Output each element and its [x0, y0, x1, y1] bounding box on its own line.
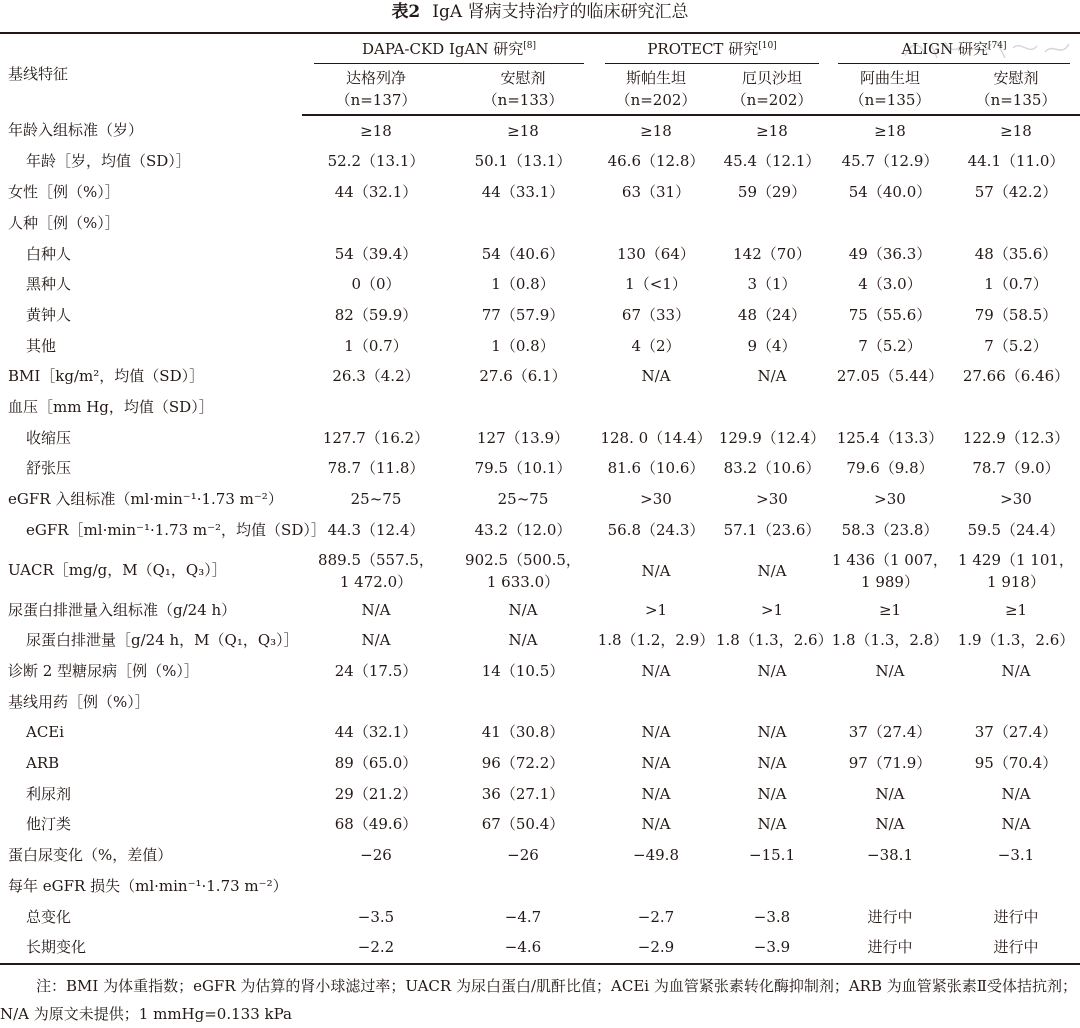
table-cell	[596, 208, 716, 239]
table-cell: −3.5	[357, 907, 395, 926]
arm-header	[828, 65, 952, 115]
table-cell: −4.6	[450, 932, 596, 964]
table-cell: 902.5（500.5， 1 633.0）	[465, 550, 581, 591]
study-header-align: ALIGN 研究[74]	[828, 33, 1080, 65]
row-label: eGFR［ml·min⁻¹·1.73 m⁻²，均值（SD）］	[26, 520, 326, 539]
table-cell	[302, 687, 450, 718]
table-cell: 75（55.6）	[848, 305, 932, 324]
table-cell: 78.7（9.0）	[972, 459, 1060, 478]
table-cell	[302, 392, 450, 423]
table-cell: ≥18	[874, 121, 906, 140]
table-cell: 7（5.2）	[984, 336, 1048, 355]
table-cell: 27.05（5.44）	[836, 367, 944, 386]
table-cell: 1.8（1.2，2.9）	[597, 631, 715, 650]
table-cell: 49（36.3）	[848, 244, 932, 263]
baseline-header: 基线特征	[8, 65, 69, 83]
table-cell: >30	[1000, 490, 1032, 509]
table-cell: −2.7	[637, 907, 675, 926]
table-cell: >1	[644, 600, 668, 619]
row-label: 长期变化	[0, 932, 302, 964]
table-cell: N/A	[641, 561, 671, 580]
table-caption-tag: 表2	[391, 2, 421, 22]
arm-drug: 厄贝沙坦	[741, 68, 802, 87]
table-cell: 进行中	[867, 907, 913, 926]
row-label: 每年 eGFR 损失（ml·min⁻¹·1.73 m⁻²）	[8, 876, 288, 895]
row-label: ARB	[26, 754, 60, 773]
table-cell: −15.1	[749, 846, 795, 865]
table-cell: 36（27.1）	[481, 784, 565, 803]
table-cell: 130（64）	[617, 244, 695, 263]
table-cell: 4（2）	[631, 336, 681, 355]
table-row	[0, 515, 1080, 546]
table-cell	[952, 871, 1080, 902]
arm-n: （n=135）	[975, 90, 1057, 109]
table-cell: ≥1	[878, 600, 902, 619]
table-cell: N/A	[1001, 784, 1031, 803]
table-cell: N/A	[757, 661, 787, 680]
table-cell: >1	[760, 600, 784, 619]
table-cell: 4（3.0）	[858, 275, 922, 294]
table-row	[0, 840, 1080, 871]
row-label: 其他	[26, 336, 57, 355]
row-label: 黑种人	[26, 275, 72, 294]
row-label: 尿蛋白排泄量［g/24 h，M（Q₁，Q₃）］	[26, 631, 299, 650]
table-row	[0, 484, 1080, 515]
row-label: 人种［例（%）］	[8, 213, 120, 232]
table-cell	[450, 871, 596, 902]
table-cell: 37（27.4）	[974, 723, 1058, 742]
table-cell: 889.5（557.5， 1 472.0）	[318, 550, 434, 591]
table-cell: 1（0.8）	[491, 275, 555, 294]
row-label: 诊断 2 型糖尿病［例（%）］	[8, 661, 199, 680]
table-row	[0, 779, 1080, 810]
table-cell: 3（1）	[747, 275, 797, 294]
table-cell: N/A	[508, 631, 538, 650]
table-cell: N/A	[641, 661, 671, 680]
table-row	[0, 239, 1080, 270]
table-row	[0, 546, 1080, 595]
table-cell: −3.9	[716, 932, 828, 964]
table-cell: −4.7	[504, 907, 542, 926]
table-cell	[952, 208, 1080, 239]
table-cell: 59（29）	[737, 183, 807, 202]
table-cell: 122.9（12.3）	[962, 428, 1070, 447]
table-cell: N/A	[875, 661, 905, 680]
table-cell: −49.8	[633, 846, 679, 865]
table-row	[0, 208, 1080, 239]
table-cell: 127.7（16.2）	[322, 428, 430, 447]
table-cell: N/A	[361, 600, 391, 619]
table-cell: 14（10.5）	[481, 661, 565, 680]
table-caption-text: IgA 肾病支持治疗的临床研究汇总	[432, 2, 689, 22]
row-label: 白种人	[26, 244, 72, 263]
table-cell: ≥1	[1004, 600, 1028, 619]
table-cell	[596, 871, 716, 902]
table-cell: 26.3（4.2）	[332, 367, 420, 386]
table-row	[0, 361, 1080, 392]
table-row	[0, 717, 1080, 748]
table-cell: 进行中	[993, 907, 1039, 926]
table-cell: N/A	[757, 723, 787, 742]
table-cell	[828, 208, 952, 239]
table-cell: 68（49.6）	[334, 815, 418, 834]
table-cell	[952, 392, 1080, 423]
table-row	[0, 177, 1080, 208]
table-cell: N/A	[361, 631, 391, 650]
table-cell: 1 436（1 007， 1 989）	[832, 550, 948, 591]
arm-drug: 安慰剂	[993, 68, 1039, 87]
table-cell: 1（0.7）	[984, 275, 1048, 294]
table-cell: 1（<1）	[625, 275, 687, 294]
table-row	[0, 300, 1080, 331]
table-cell: 29（21.2）	[334, 784, 418, 803]
table-row	[0, 809, 1080, 840]
table-cell: N/A	[641, 784, 671, 803]
table-cell: 1.9（1.3，2.6）	[957, 631, 1075, 650]
arm-n: （n=202）	[615, 90, 697, 109]
table-cell: 44.1（11.0）	[967, 152, 1065, 171]
table-cell: −26	[507, 846, 539, 865]
table-cell: 54（39.4）	[334, 244, 418, 263]
row-label: 利尿剂	[26, 784, 72, 803]
table-cell: −3.8	[753, 907, 791, 926]
table-cell	[596, 687, 716, 718]
table-cell: 44（32.1）	[334, 183, 418, 202]
table-cell	[302, 871, 450, 902]
row-label: 舒张压	[26, 459, 72, 478]
table-cell: 125.4（13.3）	[836, 428, 944, 447]
table-cell: N/A	[875, 815, 905, 834]
table-cell: N/A	[641, 723, 671, 742]
row-label: 收缩压	[26, 428, 72, 447]
table-cell: 1（0.7）	[344, 336, 408, 355]
row-label: eGFR 入组标准（ml·min⁻¹·1.73 m⁻²）	[8, 490, 283, 509]
arm-header	[952, 65, 1080, 115]
table-cell: 142（70）	[733, 244, 811, 263]
table-cell: 1 429（1 101， 1 918）	[958, 550, 1074, 591]
table-row	[0, 146, 1080, 177]
row-label: 黄钟人	[26, 305, 72, 324]
table-cell: 37（27.4）	[848, 723, 932, 742]
table-row	[0, 269, 1080, 300]
arm-header	[716, 65, 828, 115]
row-label: 女性［例（%）］	[8, 183, 120, 202]
table-cell: 56.8（24.3）	[607, 520, 705, 539]
table-cell: 127（13.9）	[476, 428, 570, 447]
arm-n: （n=133）	[482, 90, 564, 109]
table-cell: 46.6（12.8）	[607, 152, 705, 171]
arm-drug: 阿曲生坦	[859, 68, 920, 87]
table-cell: 57（42.2）	[974, 183, 1058, 202]
table-cell: 57.1（23.6）	[723, 520, 821, 539]
arm-n: （n=202）	[731, 90, 813, 109]
row-label: 年龄［岁，均值（SD）］	[26, 152, 191, 171]
table-cell: 54（40.6）	[481, 244, 565, 263]
table-row	[0, 932, 1080, 964]
table-cell: N/A	[757, 784, 787, 803]
table-row	[0, 423, 1080, 454]
row-label: 血压［mm Hg，均值（SD）］	[8, 398, 214, 417]
table-cell	[716, 871, 828, 902]
table-cell: 63（31）	[621, 183, 691, 202]
table-cell: 79.6（9.8）	[846, 459, 934, 478]
table-cell: 79（58.5）	[974, 305, 1058, 324]
table-cell: 1.8（1.3，2.6）	[716, 631, 833, 650]
table-cell: 96（72.2）	[481, 754, 565, 773]
table-cell	[828, 871, 952, 902]
table-cell	[450, 687, 596, 718]
table-cell: 24（17.5）	[334, 661, 418, 680]
table-cell: N/A	[757, 754, 787, 773]
table-cell: 48（35.6）	[974, 244, 1058, 263]
study-header-dapa: DAPA-CKD IgAN 研究[8]	[302, 33, 596, 65]
table-cell	[450, 392, 596, 423]
table-cell: 54（40.0）	[848, 183, 932, 202]
table-cell: 95（70.4）	[974, 754, 1058, 773]
table-cell: 81.6（10.6）	[607, 459, 705, 478]
arm-drug: 达格列净	[345, 68, 406, 87]
table-row	[0, 871, 1080, 902]
clinical-study-table	[0, 32, 1080, 965]
table-cell: 44（32.1）	[334, 723, 418, 742]
arm-header	[302, 65, 450, 115]
table-row	[0, 625, 1080, 656]
table-cell: 78.7（11.8）	[327, 459, 425, 478]
table-cell: N/A	[641, 754, 671, 773]
table-cell: 1.8（1.3，2.8）	[831, 631, 949, 650]
row-label: BMI［kg/m²，均值（SD）］	[8, 367, 205, 386]
table-cell: 52.2（13.1）	[327, 152, 425, 171]
arm-header	[596, 65, 716, 115]
row-label: 蛋白尿变化（%，差值）	[8, 846, 173, 865]
table-cell: 89（65.0）	[334, 754, 418, 773]
table-cell: 129.9（12.4）	[718, 428, 826, 447]
table-row	[0, 748, 1080, 779]
row-label: UACR［mg/g，M（Q₁，Q₃）］	[8, 560, 227, 579]
table-cell: ≥18	[507, 121, 539, 140]
row-label: 年龄入组标准（岁）	[8, 121, 144, 140]
arm-n: （n=135）	[849, 90, 931, 109]
table-cell: 7（5.2）	[858, 336, 922, 355]
table-cell: 45.4（12.1）	[723, 152, 821, 171]
table-cell: 77（57.9）	[481, 305, 565, 324]
table-cell: 83.2（10.6）	[723, 459, 821, 478]
table-cell: 43.2（12.0）	[474, 520, 572, 539]
table-cell: 59.5（24.4）	[967, 520, 1065, 539]
table-cell: 9（4）	[747, 336, 797, 355]
table-row	[0, 687, 1080, 718]
row-label: 总变化	[26, 907, 72, 926]
arm-drug: 安慰剂	[500, 68, 546, 87]
table-cell: N/A	[757, 561, 787, 580]
table-cell: ≥18	[1000, 121, 1032, 140]
table-cell: N/A	[641, 367, 671, 386]
table-cell: >30	[640, 490, 672, 509]
table-cell: N/A	[757, 815, 787, 834]
table-cell: ≥18	[360, 121, 392, 140]
table-cell: N/A	[1001, 661, 1031, 680]
table-cell: >30	[756, 490, 788, 509]
row-label: 尿蛋白排泄量入组标准（g/24 h）	[8, 600, 237, 619]
study-header-protect: PROTECT 研究[10]	[596, 33, 828, 65]
table-caption	[0, 0, 1080, 24]
table-cell: 45.7（12.9）	[841, 152, 939, 171]
table-cell: 128. 0（14.4）	[600, 428, 712, 447]
table-row	[0, 453, 1080, 484]
table-row	[0, 902, 1080, 933]
table-cell: 44.3（12.4）	[327, 520, 425, 539]
table-footnote: 注：BMI 为体重指数；eGFR 为估算的肾小球滤过率；UACR 为尿白蛋白/肌酐比值；ACEi 为血管紧张素转化酶抑制剂；ARB 为血管紧张素Ⅱ受体拮抗剂；N/A 为原文未提供；1 mmHg=0.133 kPa	[0, 977, 1077, 1023]
table-cell: −2.2	[302, 932, 450, 964]
table-cell: ≥18	[640, 121, 672, 140]
table-cell: 0（0）	[351, 275, 401, 294]
table-cell: 27.66（6.46）	[962, 367, 1070, 386]
table-cell	[828, 687, 952, 718]
table-cell: 25~75	[497, 490, 549, 509]
table-cell: 48（24）	[737, 305, 807, 324]
table-cell: 67（50.4）	[481, 815, 565, 834]
table-cell: −38.1	[867, 846, 913, 865]
table-cell: >30	[874, 490, 906, 509]
table-cell: 50.1（13.1）	[474, 152, 572, 171]
table-cell: ≥18	[756, 121, 788, 140]
table-cell: N/A	[508, 600, 538, 619]
table-cell: N/A	[875, 784, 905, 803]
table-cell	[828, 392, 952, 423]
table-cell	[952, 687, 1080, 718]
table-cell: N/A	[1001, 815, 1031, 834]
table-row	[0, 115, 1080, 147]
arm-n: （n=137）	[335, 90, 417, 109]
table-row	[0, 656, 1080, 687]
table-cell: −26	[360, 846, 392, 865]
table-cell: 41（30.8）	[481, 723, 565, 742]
table-cell: −3.1	[997, 846, 1035, 865]
table-cell: 67（33）	[621, 305, 691, 324]
table-cell: 进行中	[952, 932, 1080, 964]
table-row	[0, 331, 1080, 362]
table-cell: 进行中	[828, 932, 952, 964]
table-cell	[596, 392, 716, 423]
table-row	[0, 392, 1080, 423]
row-label: 他汀类	[26, 815, 72, 834]
table-cell	[302, 208, 450, 239]
table-cell: 1（0.8）	[491, 336, 555, 355]
row-label: 基线用药［例（%）］	[8, 692, 150, 711]
table-cell	[716, 392, 828, 423]
table-cell	[716, 687, 828, 718]
table-cell: 97（71.9）	[848, 754, 932, 773]
table-cell	[716, 208, 828, 239]
table-cell: 44（33.1）	[481, 183, 565, 202]
table-cell: 82（59.9）	[334, 305, 418, 324]
table-cell: N/A	[757, 367, 787, 386]
table-row	[0, 595, 1080, 626]
table-cell: 79.5（10.1）	[474, 459, 572, 478]
table-cell: 27.6（6.1）	[479, 367, 567, 386]
row-label: ACEi	[26, 723, 65, 742]
arm-header	[450, 65, 596, 115]
arm-drug: 斯帕生坦	[625, 68, 686, 87]
table-cell: 58.3（23.8）	[841, 520, 939, 539]
table-cell: −2.9	[596, 932, 716, 964]
table-cell	[450, 208, 596, 239]
table-cell: N/A	[641, 815, 671, 834]
table-cell: 25~75	[350, 490, 402, 509]
